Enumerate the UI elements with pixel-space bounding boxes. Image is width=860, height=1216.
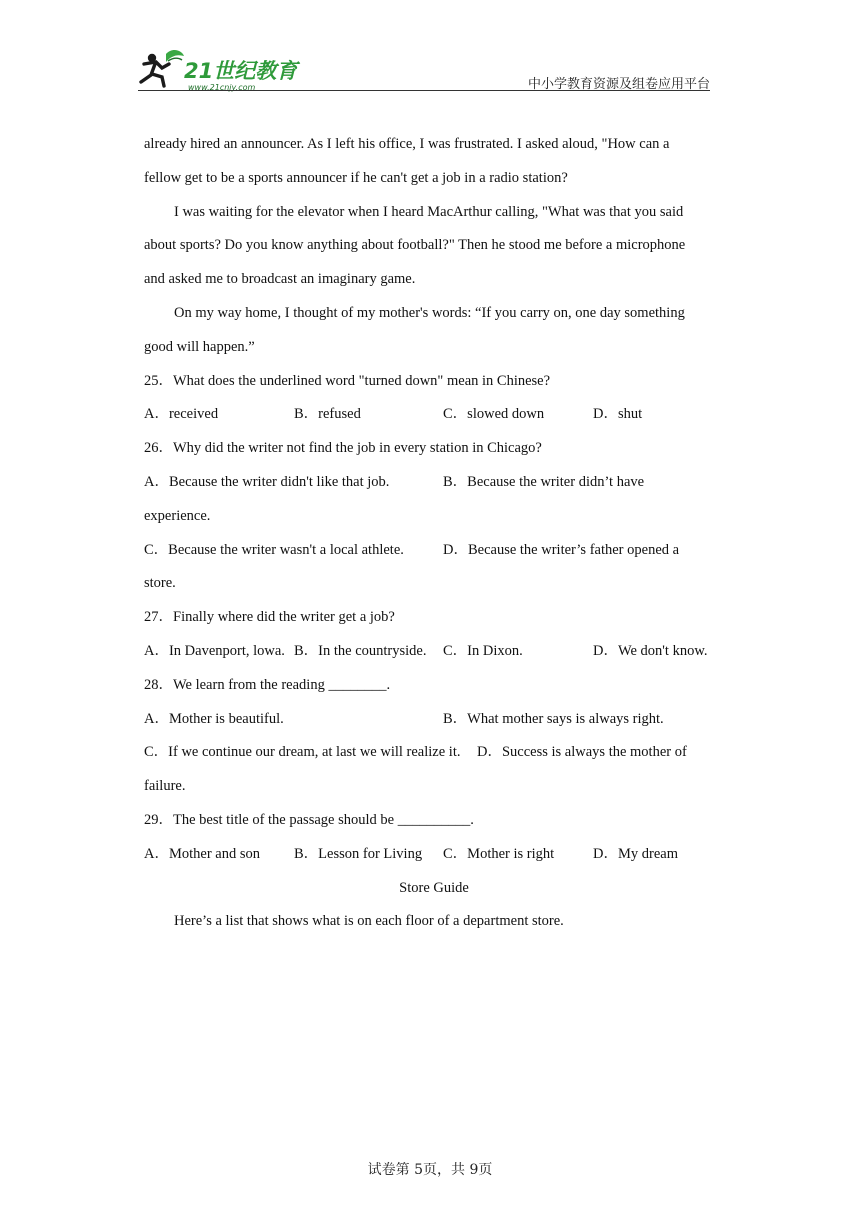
question-stem: 26．Why did the writer not find the job in every station in Chicago?: [144, 440, 542, 457]
question-options: [144, 838, 724, 872]
option-b: B．In the countryside.: [294, 642, 427, 659]
question-stem: 29．The best title of the passage should be __________.: [144, 811, 474, 828]
passage-line: about sports? Do you know anything about football?" Then he stood me before a microphone: [144, 237, 686, 254]
question-stem: 28．We learn from the reading ________.: [144, 676, 391, 693]
option-c: C．Because the writer wasn't a local athlete.: [144, 541, 404, 558]
option-b: B．Lesson for Living: [294, 845, 423, 862]
option-d-continued: store.: [144, 575, 176, 592]
section-intro: Here’s a list that shows what is on each floor of a department store.: [174, 913, 564, 930]
passage-line: On my way home, I thought of my mother's words: “If you carry on, one day something: [174, 304, 685, 321]
passage-line: good will happen.”: [144, 338, 255, 355]
option-d: D．My dream: [593, 845, 678, 862]
platform-name: 中小学教育资源及组卷应用平台: [527, 77, 710, 92]
question-options: [144, 534, 724, 568]
option-a: A．Mother is beautiful.: [144, 710, 284, 727]
option-c: C．Mother is right: [443, 845, 555, 862]
question-options: [144, 466, 724, 500]
passage-line: already hired an announcer. As I left his office, I was frustrated. I asked aloud, "How can a: [144, 136, 670, 152]
option-c: C．In Dixon.: [443, 642, 523, 659]
site-logo: [138, 48, 308, 92]
option-b: B．Because the writer didn’t have: [443, 473, 645, 490]
page-footer: 试卷第 5页，共 9页: [367, 1162, 493, 1178]
passage-line: and asked me to broadcast an imaginary game.: [144, 271, 416, 288]
option-d: D．Because the writer’s father opened a: [443, 541, 680, 558]
option-d: D．We don't know.: [593, 642, 708, 659]
passage-line: I was waiting for the elevator when I heard MacArthur calling, "What was that you said: [174, 203, 684, 220]
option-c: C．If we continue our dream, at last we will realize it.: [144, 744, 461, 761]
question-stem: 25．What does the underlined word "turned down" mean in Chinese?: [144, 372, 551, 389]
option-b-continued: experience.: [144, 507, 211, 524]
option-d: D．Success is always the mother of: [477, 744, 687, 761]
option-c: C．slowed down: [443, 406, 545, 423]
option-d: D．shut: [593, 406, 643, 423]
logo-url-text: www.21cnjy.com: [188, 83, 256, 92]
question-stem: 27．Finally where did the writer get a job?: [144, 609, 395, 626]
option-b: B．What mother says is always right.: [443, 710, 664, 727]
question-options: [144, 635, 724, 669]
question-options: [144, 703, 724, 737]
option-a: A．Because the writer didn't like that job.: [144, 473, 390, 490]
option-a: A．Mother and son: [144, 845, 260, 862]
option-a: A．received: [144, 406, 219, 423]
passage-line: fellow get to be a sports announcer if he can't get a job in a radio station?: [144, 169, 568, 186]
option-b: B．refused: [294, 406, 361, 423]
page-header: [138, 40, 710, 92]
section-title: Store Guide: [399, 879, 469, 896]
question-options: [144, 736, 724, 770]
exam-content: [144, 128, 724, 939]
runner-logo-icon: [141, 50, 184, 86]
option-a: A．In Davenport, lowa.: [144, 642, 285, 659]
header-rule: [138, 90, 710, 91]
option-d-continued: failure.: [144, 778, 186, 795]
question-options: [144, 398, 724, 432]
logo-main-text: 21世纪教育: [184, 59, 298, 83]
